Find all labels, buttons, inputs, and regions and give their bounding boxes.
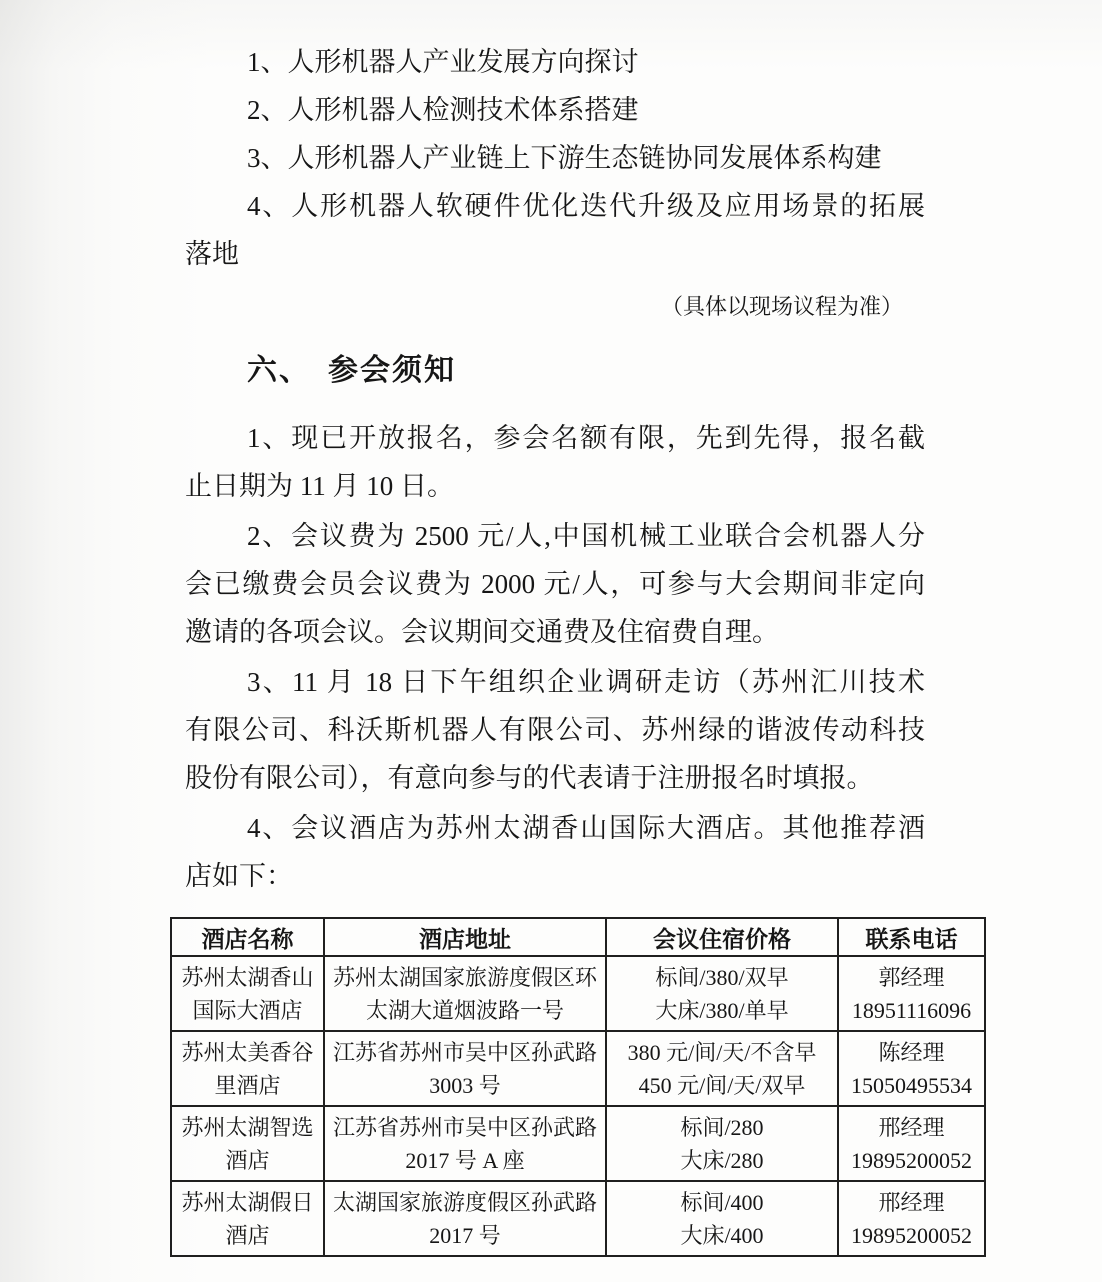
hotel-address-line: 江苏省苏州市吴中区孙武路 <box>332 1114 597 1140</box>
header-contact-phone: 联系电话 <box>838 918 985 956</box>
hotel-price-line: 大床/380/单早 <box>655 997 789 1023</box>
section-heading: 六、 参会须知 <box>247 354 456 387</box>
hotel-price-line: 标间/400 <box>680 1189 764 1215</box>
hotel-name-line: 苏州太湖假日 <box>181 1189 314 1215</box>
hotel-name-line: 酒店 <box>225 1147 270 1173</box>
hotel-address-cell <box>324 1031 606 1106</box>
hotel-row-2 <box>171 1031 985 1106</box>
hotel-row-3 <box>171 1106 985 1181</box>
hotel-address-line: 2017 号 <box>429 1222 501 1248</box>
hotel-price-cell <box>606 1106 838 1181</box>
hotel-name-line: 里酒店 <box>214 1072 281 1098</box>
agenda-note: （具体以现场议程为准） <box>660 294 903 319</box>
agenda-item-3: 3、人形机器人产业链上下游生态链协同发展体系构建 <box>247 143 882 173</box>
contact-phone: 19895200052 <box>851 1147 972 1173</box>
hotel-price-line: 450 元/间/天/双早 <box>638 1072 806 1098</box>
hotel-price-line: 大床/280 <box>680 1147 764 1173</box>
notice-line: 止日期为 11 月 10 日。 <box>185 471 454 501</box>
contact-phone: 19895200052 <box>851 1222 972 1248</box>
hotel-row-1 <box>171 956 985 1031</box>
contact-phone: 18951116096 <box>851 997 972 1023</box>
hotel-address-line: 太湖大道烟波路一号 <box>365 997 564 1023</box>
hotel-row-4 <box>171 1181 985 1256</box>
hotel-price-cell <box>606 1181 838 1256</box>
agenda-item-4-continuation: 落地 <box>185 239 239 269</box>
agenda-item-1: 1、人形机器人产业发展方向探讨 <box>247 47 639 77</box>
hotel-contact-cell <box>838 1181 985 1256</box>
hotel-address-cell <box>324 1106 606 1181</box>
notice-paragraph-4 <box>185 804 925 900</box>
hotel-price-line: 标间/380/双早 <box>655 964 789 990</box>
notice-line: 4、会议酒店为苏州太湖香山国际大酒店。其他推荐酒 <box>247 813 925 843</box>
hotel-address-line: 太湖国家旅游度假区孙武路 <box>332 1189 597 1215</box>
hotel-price-line: 380 元/间/天/不含早 <box>627 1039 817 1065</box>
hotel-name-line: 国际大酒店 <box>192 997 303 1023</box>
notice-line: 邀请的各项会议。会议期间交通费及住宿费自理。 <box>185 617 779 647</box>
hotel-address-line: 3003 号 <box>429 1072 501 1098</box>
contact-phone: 15050495534 <box>851 1072 972 1098</box>
notice-paragraph-1 <box>185 414 925 510</box>
hotel-name-line: 苏州太湖香山 <box>181 964 314 990</box>
header-hotel-name: 酒店名称 <box>171 918 324 956</box>
notice-line: 会已缴费会员会议费为 2000 元/人，可参与大会期间非定向 <box>185 569 925 599</box>
hotel-price-cell <box>606 1031 838 1106</box>
hotel-contact-cell <box>838 1031 985 1106</box>
hotel-address-cell <box>324 956 606 1031</box>
notice-line: 3、11 月 18 日下午组织企业调研走访（苏州汇川技术 <box>247 667 925 697</box>
notice-line: 2、会议费为 2500 元/人,中国机械工业联合会机器人分 <box>247 521 925 551</box>
notice-line: 股份有限公司），有意向参与的代表请于注册报名时填报。 <box>185 763 874 793</box>
contact-name: 邢经理 <box>878 1189 945 1215</box>
hotel-address-cell <box>324 1181 606 1256</box>
hotel-table <box>170 917 986 1257</box>
notice-paragraph-2 <box>185 512 925 656</box>
hotel-name-cell <box>171 1106 324 1181</box>
hotel-address-line: 江苏省苏州市吴中区孙武路 <box>332 1039 597 1065</box>
hotel-address-line: 2017 号 A 座 <box>405 1147 525 1173</box>
header-hotel-address: 酒店地址 <box>324 918 606 956</box>
agenda-item-4: 4、人形机器人软硬件优化迭代升级及应用场景的拓展 <box>247 191 925 221</box>
header-room-price: 会议住宿价格 <box>606 918 838 956</box>
contact-name: 陈经理 <box>878 1039 945 1065</box>
hotel-contact-cell <box>838 1106 985 1181</box>
hotel-name-line: 苏州太美香谷 <box>181 1039 314 1065</box>
notice-line: 有限公司、科沃斯机器人有限公司、苏州绿的谐波传动科技 <box>185 715 925 745</box>
hotel-table-header-row <box>171 918 985 956</box>
contact-name: 郭经理 <box>878 964 945 990</box>
hotel-name-cell <box>171 1031 324 1106</box>
contact-name: 邢经理 <box>878 1114 945 1140</box>
hotel-contact-cell <box>838 956 985 1031</box>
hotel-name-line: 苏州太湖智选 <box>181 1114 314 1140</box>
notice-line: 1、现已开放报名，参会名额有限，先到先得，报名截 <box>247 423 925 453</box>
hotel-price-cell <box>606 956 838 1031</box>
notice-paragraph-3 <box>185 658 925 802</box>
notice-line: 店如下： <box>185 861 293 891</box>
agenda-item-2: 2、人形机器人检测技术体系搭建 <box>247 95 639 125</box>
hotel-price-line: 标间/280 <box>680 1114 764 1140</box>
hotel-name-line: 酒店 <box>225 1222 270 1248</box>
hotel-address-line: 苏州太湖国家旅游度假区环 <box>332 964 597 990</box>
hotel-price-line: 大床/400 <box>680 1222 764 1248</box>
hotel-name-cell <box>171 1181 324 1256</box>
hotel-name-cell <box>171 956 324 1031</box>
